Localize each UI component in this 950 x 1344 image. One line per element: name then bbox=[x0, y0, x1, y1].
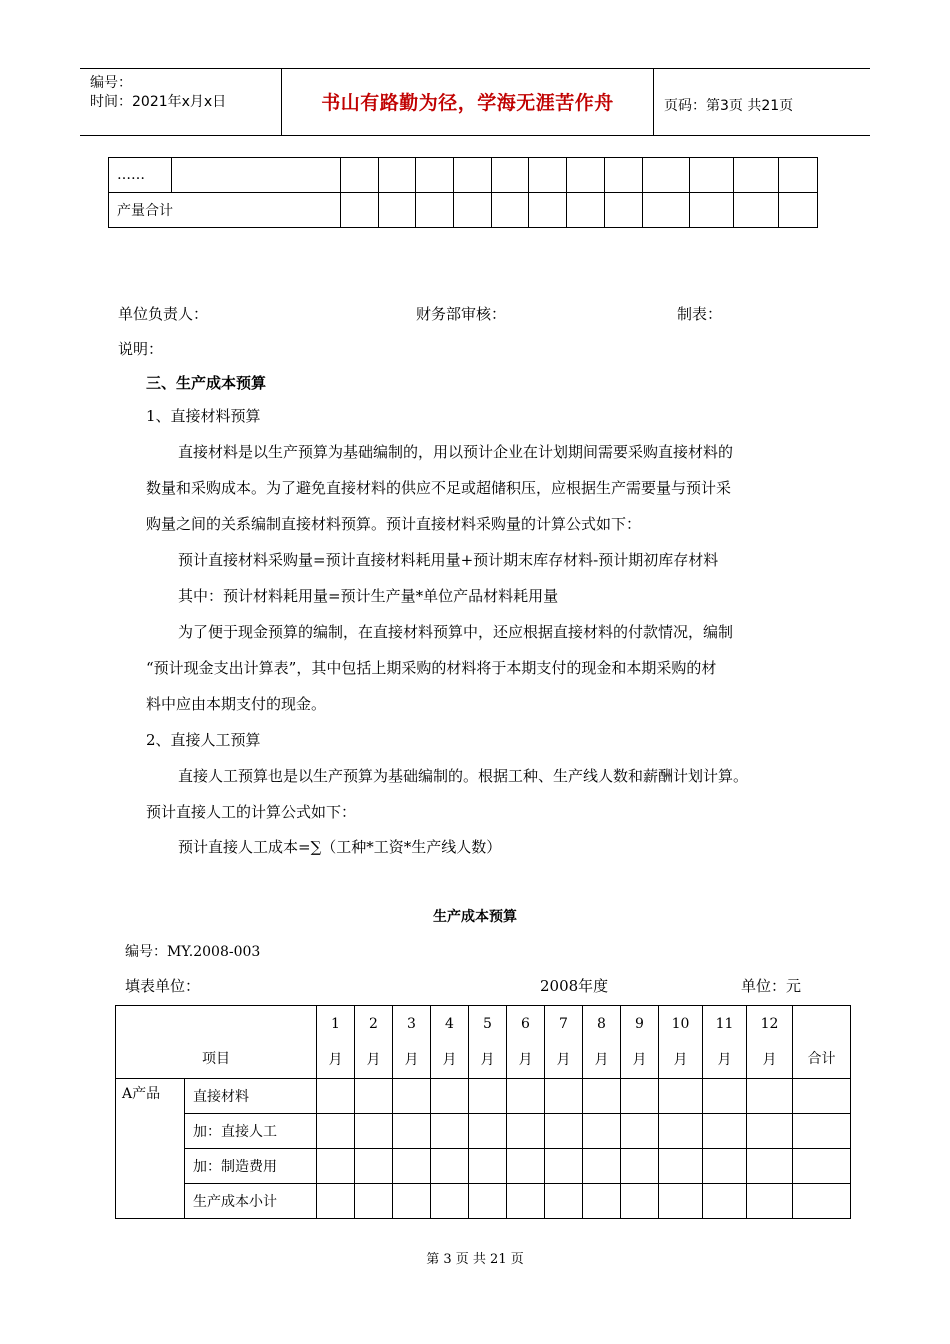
month-header bbox=[507, 1006, 545, 1079]
table-cell bbox=[469, 1079, 507, 1114]
table-row bbox=[116, 1184, 851, 1219]
header-date: 时间：2021年x月x日 bbox=[90, 94, 227, 110]
table-cell bbox=[643, 193, 690, 228]
table-cell bbox=[703, 1114, 747, 1149]
table-cell bbox=[747, 1184, 793, 1219]
table-cell bbox=[355, 1079, 393, 1114]
table-cell bbox=[583, 1079, 621, 1114]
production-cost-budget-table bbox=[115, 1005, 851, 1219]
paragraph-line: 料中应由本期支付的现金。 bbox=[146, 695, 327, 713]
section-title: 三、生产成本预算 bbox=[146, 374, 267, 392]
table-cell bbox=[583, 1184, 621, 1219]
table-cell bbox=[545, 1114, 583, 1149]
signature-finance-review: 财务部审核： bbox=[416, 305, 507, 323]
table-cell bbox=[393, 1114, 431, 1149]
table-cell bbox=[393, 1184, 431, 1219]
signature-unit-head: 单位负责人： bbox=[118, 305, 209, 323]
production-table-continued bbox=[108, 157, 818, 228]
month-header bbox=[469, 1006, 507, 1079]
table-cell bbox=[621, 1114, 659, 1149]
table-cell bbox=[643, 158, 690, 193]
month-suffix: 月 bbox=[328, 1052, 343, 1068]
formula-line: 预计直接材料采购量=预计直接材料耗用量+预计期末库存材料-预计期初库存材料 bbox=[178, 551, 719, 569]
row-label-cell bbox=[185, 1079, 317, 1114]
subsection-title: 2、直接人工预算 bbox=[146, 731, 261, 749]
paragraph-line: “预计现金支出计算表”，其中包括上期采购的材料将于本期支付的现金和本期采购的材 bbox=[146, 659, 717, 677]
subsection-title: 1、直接材料预算 bbox=[146, 407, 261, 425]
column-header-total-label: 合计 bbox=[807, 1051, 836, 1067]
month-suffix: 月 bbox=[594, 1052, 609, 1068]
table-cell bbox=[431, 1184, 469, 1219]
column-header-item-label: 项目 bbox=[202, 1051, 230, 1067]
table-cell bbox=[605, 193, 643, 228]
month-number: 1 bbox=[331, 1016, 340, 1032]
table-cell bbox=[734, 193, 779, 228]
month-suffix: 月 bbox=[366, 1052, 381, 1068]
row-label-cell bbox=[185, 1184, 317, 1219]
table-row bbox=[109, 193, 818, 228]
table-cell bbox=[545, 1184, 583, 1219]
table-cell bbox=[703, 1079, 747, 1114]
table-cell bbox=[583, 1114, 621, 1149]
table-cell bbox=[469, 1149, 507, 1184]
row-label-total-output: 产量合计 bbox=[117, 203, 173, 219]
row-label-ellipsis: …… bbox=[117, 167, 145, 183]
table-cell bbox=[779, 193, 818, 228]
row-label-cell bbox=[185, 1149, 317, 1184]
table-cell bbox=[734, 158, 779, 193]
table-cell bbox=[507, 1079, 545, 1114]
budget-currency-unit: 单位：元 bbox=[741, 977, 802, 995]
header-page-info: 页码：第3页 共21页 bbox=[664, 98, 794, 114]
table-cell bbox=[659, 1079, 703, 1114]
month-suffix: 月 bbox=[556, 1052, 571, 1068]
month-header bbox=[393, 1006, 431, 1079]
month-number: 8 bbox=[597, 1016, 606, 1032]
row-label: 加：直接人工 bbox=[193, 1124, 277, 1140]
paragraph-line: 为了便于现金预算的编制，在直接材料预算中，还应根据直接材料的付款情况，编制 bbox=[178, 623, 734, 641]
signature-prepared-by: 制表： bbox=[677, 305, 723, 323]
row-label: 生产成本小计 bbox=[193, 1194, 277, 1210]
month-header bbox=[431, 1006, 469, 1079]
row-label: 直接材料 bbox=[193, 1089, 249, 1105]
table-cell bbox=[690, 158, 734, 193]
month-header bbox=[703, 1006, 747, 1079]
header-doc-number: 编号： bbox=[90, 75, 132, 91]
table-cell bbox=[529, 193, 567, 228]
note-label: 说明： bbox=[118, 340, 164, 358]
table-cell bbox=[659, 1184, 703, 1219]
table-cell bbox=[507, 1184, 545, 1219]
table-row bbox=[109, 158, 818, 193]
table-cell bbox=[317, 1114, 355, 1149]
month-number: 7 bbox=[559, 1016, 568, 1032]
paragraph-line: 购量之间的关系编制直接材料预算。预计直接材料采购量的计算公式如下： bbox=[146, 515, 642, 533]
header-bottom-rule bbox=[80, 135, 870, 136]
table-cell bbox=[621, 1184, 659, 1219]
paragraph-line: 数量和采购成本。为了避免直接材料的供应不足或超储积压，应根据生产需要量与预计采 bbox=[146, 479, 732, 497]
table-cell bbox=[317, 1079, 355, 1114]
table-cell bbox=[793, 1149, 851, 1184]
table-cell bbox=[109, 193, 341, 228]
table-cell bbox=[379, 158, 416, 193]
month-suffix: 月 bbox=[442, 1052, 457, 1068]
table-cell bbox=[690, 193, 734, 228]
month-number: 9 bbox=[635, 1016, 644, 1032]
table-row bbox=[116, 1114, 851, 1149]
table-cell bbox=[469, 1184, 507, 1219]
table-cell bbox=[355, 1149, 393, 1184]
month-suffix: 月 bbox=[717, 1052, 732, 1068]
table-cell bbox=[393, 1149, 431, 1184]
table-row bbox=[116, 1149, 851, 1184]
table-cell bbox=[172, 158, 341, 193]
month-header bbox=[621, 1006, 659, 1079]
table-header-row bbox=[116, 1006, 851, 1079]
paragraph-line: 预计直接人工的计算公式如下： bbox=[146, 803, 357, 821]
table-cell bbox=[469, 1114, 507, 1149]
paragraph-line: 直接材料是以生产预算为基础编制的，用以预计企业在计划期间需要采购直接材料的 bbox=[178, 443, 734, 461]
table-cell bbox=[567, 193, 605, 228]
product-cell bbox=[116, 1079, 185, 1219]
row-label: 加：制造费用 bbox=[193, 1159, 277, 1175]
table-cell bbox=[779, 158, 818, 193]
table-cell bbox=[659, 1149, 703, 1184]
table-cell bbox=[393, 1079, 431, 1114]
month-header bbox=[317, 1006, 355, 1079]
table-cell bbox=[583, 1149, 621, 1184]
table-cell bbox=[703, 1149, 747, 1184]
header-divider-right bbox=[653, 68, 654, 136]
table-cell bbox=[454, 193, 492, 228]
month-number: 6 bbox=[521, 1016, 530, 1032]
month-suffix: 月 bbox=[762, 1052, 777, 1068]
month-header bbox=[747, 1006, 793, 1079]
table-cell bbox=[545, 1079, 583, 1114]
table-cell bbox=[793, 1114, 851, 1149]
month-suffix: 月 bbox=[632, 1052, 647, 1068]
budget-fill-unit: 填表单位： bbox=[125, 977, 201, 995]
month-number: 10 bbox=[671, 1016, 690, 1032]
paragraph-line: 直接人工预算也是以生产预算为基础编制的。根据工种、生产线人数和薪酬计划计算。 bbox=[178, 767, 749, 785]
page-footer: 第 3 页 共 21 页 bbox=[426, 1252, 524, 1267]
month-suffix: 月 bbox=[518, 1052, 533, 1068]
table-cell bbox=[379, 193, 416, 228]
table-cell bbox=[659, 1114, 703, 1149]
product-label: A产品 bbox=[122, 1086, 161, 1102]
row-label-cell bbox=[185, 1114, 317, 1149]
table-cell bbox=[492, 158, 529, 193]
table-cell bbox=[621, 1079, 659, 1114]
table-cell bbox=[605, 158, 643, 193]
month-suffix: 月 bbox=[480, 1052, 495, 1068]
month-number: 2 bbox=[369, 1016, 378, 1032]
table-cell bbox=[545, 1149, 583, 1184]
table-cell bbox=[492, 193, 529, 228]
formula-line: 预计直接人工成本=∑（工种*工资*生产线人数） bbox=[178, 838, 502, 856]
table-cell bbox=[431, 1114, 469, 1149]
month-number: 4 bbox=[445, 1016, 454, 1032]
table-cell bbox=[109, 158, 172, 193]
table-cell bbox=[416, 158, 454, 193]
table-cell bbox=[567, 158, 605, 193]
month-header bbox=[545, 1006, 583, 1079]
table-cell bbox=[431, 1079, 469, 1114]
formula-line: 其中：预计材料耗用量=预计生产量*单位产品材料耗用量 bbox=[178, 587, 559, 605]
month-number: 3 bbox=[407, 1016, 416, 1032]
month-number: 12 bbox=[760, 1016, 779, 1032]
month-suffix: 月 bbox=[673, 1052, 688, 1068]
month-number: 5 bbox=[483, 1016, 492, 1032]
month-header bbox=[583, 1006, 621, 1079]
table-cell bbox=[317, 1184, 355, 1219]
table-cell bbox=[747, 1149, 793, 1184]
table-cell bbox=[793, 1079, 851, 1114]
month-suffix: 月 bbox=[404, 1052, 419, 1068]
budget-code: 编号：MY.2008-003 bbox=[125, 944, 261, 960]
table-cell bbox=[431, 1149, 469, 1184]
table-row bbox=[116, 1079, 851, 1114]
table-cell bbox=[341, 158, 379, 193]
table-cell bbox=[529, 158, 567, 193]
table-cell bbox=[507, 1114, 545, 1149]
column-header-item bbox=[116, 1006, 317, 1079]
table-cell bbox=[747, 1114, 793, 1149]
table-cell bbox=[341, 193, 379, 228]
table-cell bbox=[317, 1149, 355, 1184]
table-cell bbox=[355, 1184, 393, 1219]
month-header bbox=[355, 1006, 393, 1079]
budget-year: 2008年度 bbox=[540, 977, 609, 995]
header-motto: 书山有路勤为径，学海无涯苦作舟 bbox=[321, 92, 614, 114]
column-header-total bbox=[793, 1006, 851, 1079]
table-cell bbox=[703, 1184, 747, 1219]
table-cell bbox=[793, 1184, 851, 1219]
table-cell bbox=[454, 158, 492, 193]
month-number: 11 bbox=[715, 1016, 734, 1032]
table-cell bbox=[507, 1149, 545, 1184]
month-header bbox=[659, 1006, 703, 1079]
table-cell bbox=[355, 1114, 393, 1149]
table-cell bbox=[747, 1079, 793, 1114]
table-cell bbox=[416, 193, 454, 228]
header-top-rule bbox=[80, 68, 870, 69]
table-cell bbox=[621, 1149, 659, 1184]
budget-title: 生产成本预算 bbox=[433, 909, 517, 925]
